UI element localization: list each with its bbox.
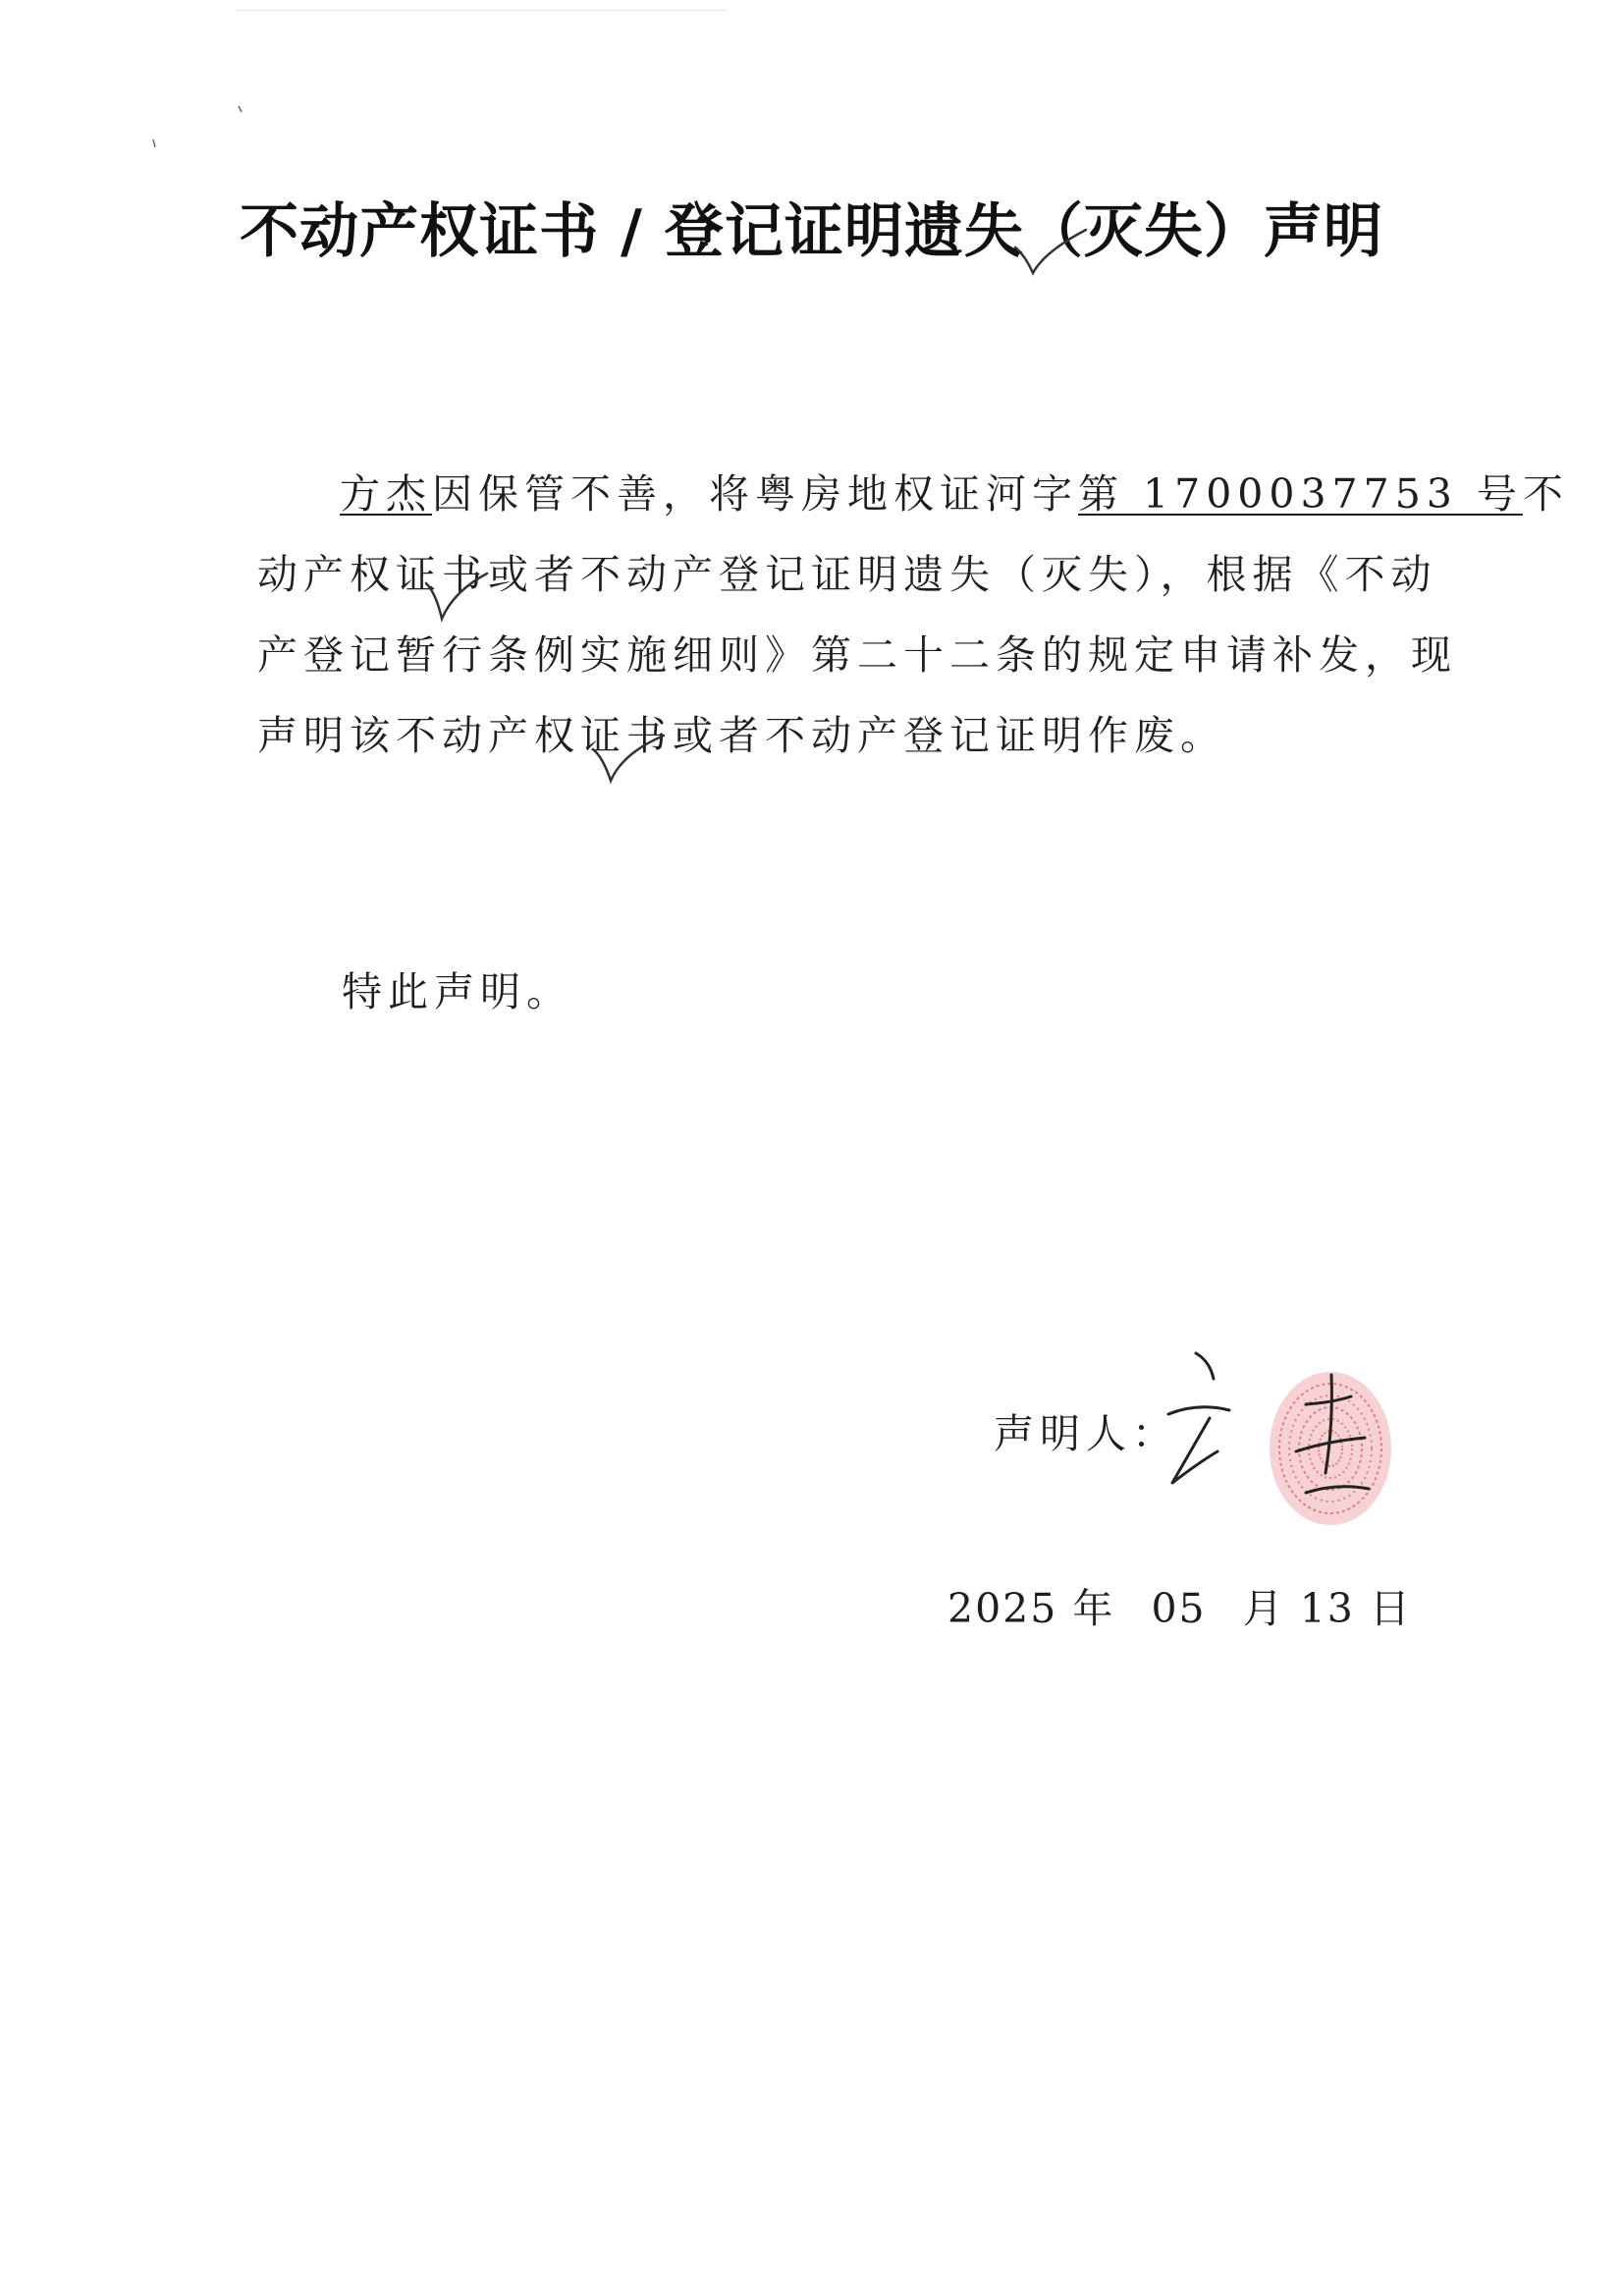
certificate-number: 第 1700037753 号 [1078,470,1523,518]
declarant-name: 方杰 [340,470,432,518]
declarant-label: 声明人： [994,1410,1178,1457]
body-line-4: 声明该不动产权证书或者不动产登记证明作废。 [257,712,1226,759]
closing-statement: 特此声明。 [342,968,572,1015]
date-month: 05 [1151,1585,1207,1632]
document-title: 不动产权证书 / 登记证明遗失（灭失）声明 [240,197,1383,266]
body-line-2: 动产权证书或者不动产登记证明遗失（灭失），根据《不动 [257,551,1437,598]
date-year-unit: 年 [1072,1585,1115,1632]
body-line-1 [257,454,1569,534]
declaration-date [947,1579,1412,1638]
body-line-3: 产登记暂行条例实施细则》第二十二条的规定申请补发，现 [257,631,1457,679]
signature-with-fingerprint [1159,1336,1414,1571]
date-year: 2025 [947,1585,1058,1632]
date-day: 13 [1299,1585,1355,1632]
body-segment: 不 [1522,470,1569,518]
declaration-body [257,454,1569,776]
date-month-unit: 月 [1242,1585,1285,1632]
scan-specks [0,0,1623,196]
body-segment: 因保管不善，将粤房地权证河字 [432,470,1078,518]
date-day-unit: 日 [1369,1585,1412,1632]
